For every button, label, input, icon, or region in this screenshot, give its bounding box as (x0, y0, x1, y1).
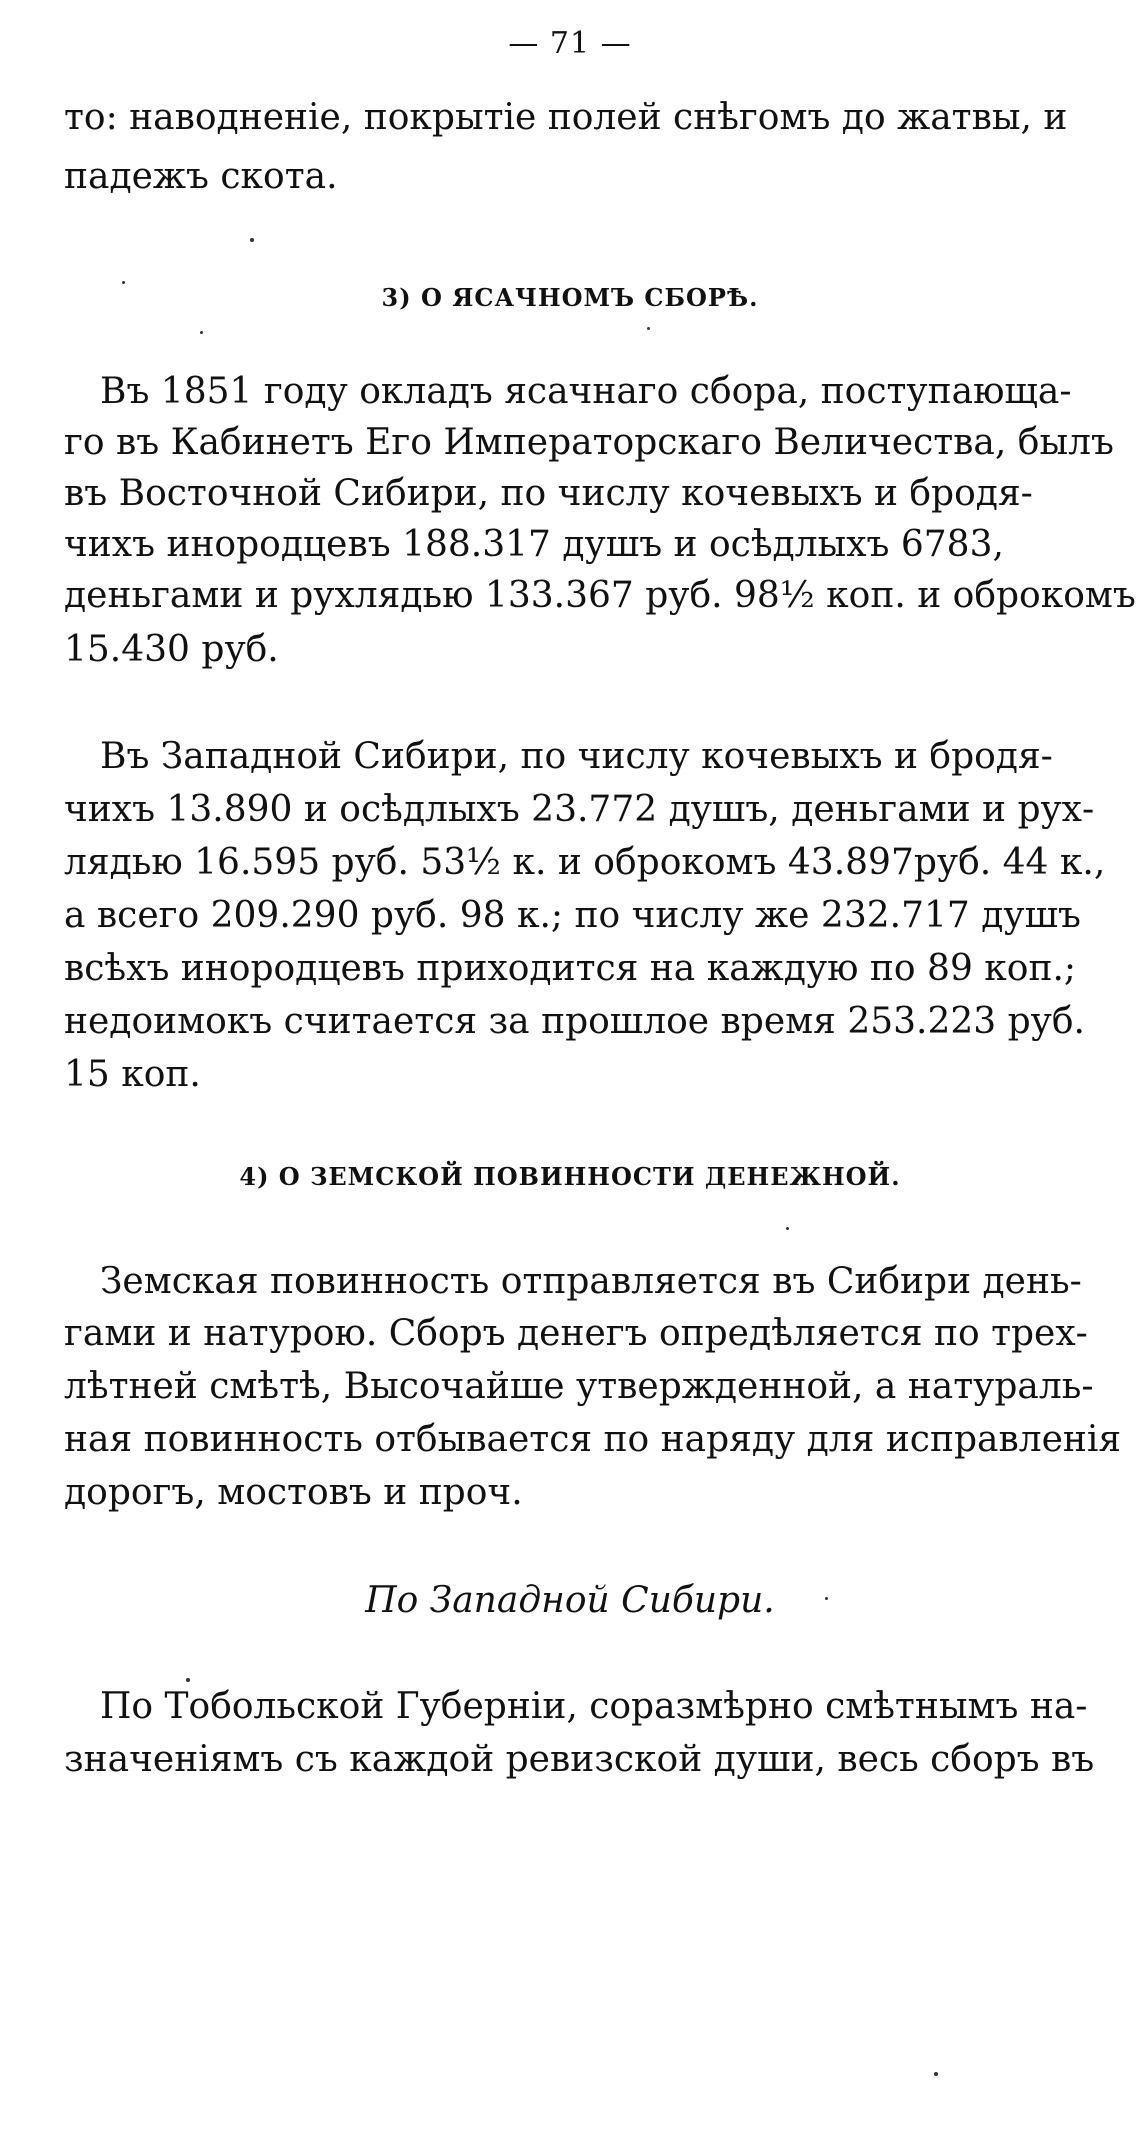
scan-speck (786, 1227, 789, 1230)
paragraph-line: лядью 16.595 руб. 53½ к. и оброкомъ 43.897руб. 44 к., (64, 842, 1106, 883)
paragraph-line: чихъ 13.890 и осѣдлыхъ 23.772 душъ, деньгами и рух- (64, 789, 1095, 830)
paragraph-line: чихъ инородцевъ 188.317 душъ и осѣдлыхъ 6783, (64, 524, 1004, 565)
scan-speck (200, 331, 203, 334)
paragraph-line: 15 коп. (64, 1054, 201, 1095)
paragraph-line: гами и натурою. Сборъ денегъ опредѣляется по трех- (64, 1313, 1088, 1354)
paragraph-line: значеніямъ съ каждой ревизской души, весь сборъ въ (64, 1739, 1095, 1780)
scan-speck (250, 238, 254, 242)
paragraph-line: падежъ скота. (64, 156, 338, 197)
paragraph-line: недоимокъ считается за прошлое время 253.223 руб. (64, 1001, 1085, 1042)
section-heading: 3) О ЯСАЧНОМЪ СБОРѢ. (381, 283, 759, 312)
paragraph-line: По Тобольской Губерніи, соразмѣрно смѣтнымъ на- (100, 1686, 1088, 1727)
page-number: — 71 — (508, 26, 632, 61)
paragraph-line: Земская повинность отправляется въ Сибири день- (100, 1261, 1082, 1302)
paragraph-line: деньгами и рухлядью 133.367 руб. 98½ коп. и оброкомъ (64, 575, 1136, 616)
scan-speck (186, 1678, 190, 1682)
paragraph-line: Въ Западной Сибири, по числу кочевыхъ и бродя- (100, 736, 1053, 777)
paragraph-line: въ Восточной Сибири, по числу кочевыхъ и бродя- (64, 473, 1033, 514)
subsection-title: По Западной Сибири. (365, 1580, 775, 1621)
scan-speck (934, 2072, 938, 2076)
section-heading: 4) О ЗЕМСКОЙ ПОВИННОСТИ ДЕНЕЖНОЙ. (239, 1162, 901, 1191)
paragraph-line: то: наводненіе, покрытіе полей снѣгомъ до жатвы, и (64, 97, 1068, 138)
paragraph-line: а всего 209.290 руб. 98 к.; по числу же 232.717 душъ (64, 895, 1081, 936)
paragraph-line: всѣхъ инородцевъ приходится на каждую по 89 коп.; (64, 948, 1077, 989)
scan-speck (122, 281, 125, 284)
paragraph-line: Въ 1851 году окладъ ясачнаго сбора, поступающа- (100, 371, 1072, 412)
scan-speck (825, 1597, 828, 1600)
paragraph-line: дорогъ, мостовъ и проч. (64, 1472, 523, 1513)
paragraph-line: ная повинность отбывается по наряду для исправленія (64, 1419, 1122, 1460)
paragraph-line: го въ Кабинетъ Его Императорскаго Величества, былъ (64, 422, 1114, 463)
paragraph-line: 15.430 руб. (64, 629, 279, 670)
scan-speck (647, 327, 650, 330)
paragraph-line: лѣтней смѣтѣ, Высочайше утвержденной, а натураль- (64, 1366, 1094, 1407)
